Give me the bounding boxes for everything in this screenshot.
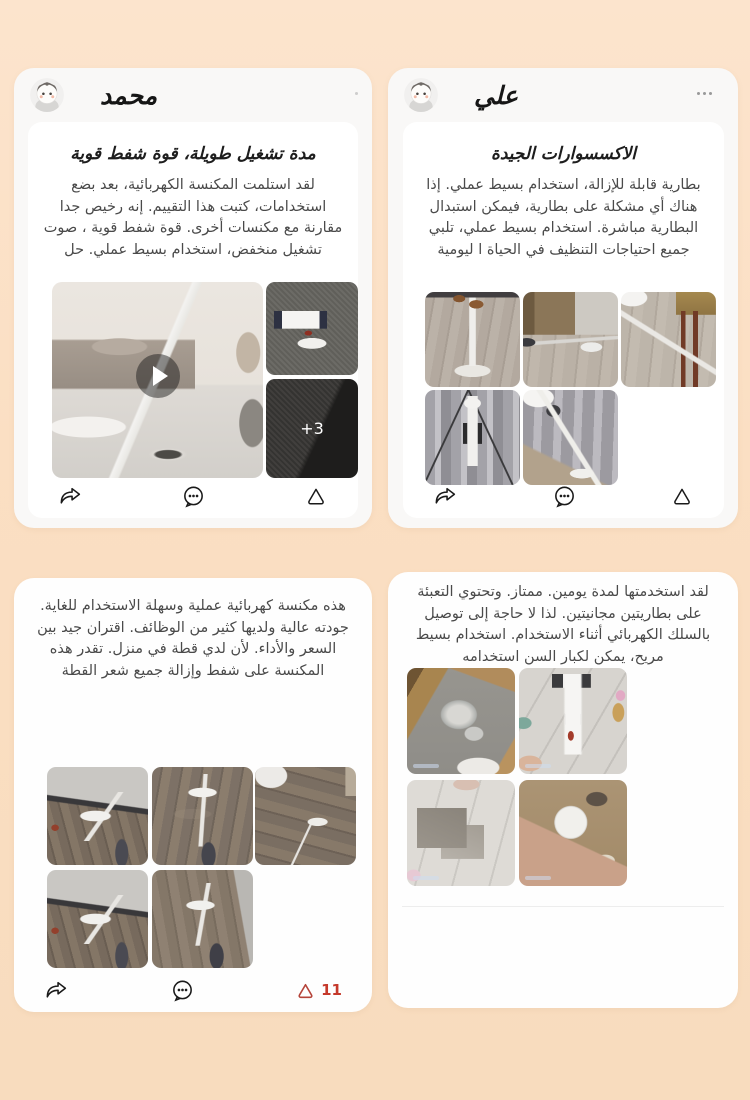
play-icon[interactable]: [136, 354, 180, 398]
comment-button[interactable]: [170, 978, 195, 1003]
review-photo-more[interactable]: [266, 379, 358, 478]
like-triangle-icon: [304, 484, 328, 508]
review-body: هذه مكنسة كهربائية عملية وسهلة الاستخدام للغاية. جودته عالية ولديها كثير من الوظائف. اقتران جيد بين السعر والأداء. لأن لدي قطة في منزل. تقدر هذه المكنسة على شفط وإزالة جميع شعر القطة: [37, 598, 349, 679]
comment-button[interactable]: [552, 484, 577, 509]
like-button[interactable]: [304, 484, 328, 508]
review-title: مدة تشغيل طويلة، قوة شفط قوية: [70, 144, 316, 164]
review-photo[interactable]: [523, 390, 618, 485]
user-avatar[interactable]: [30, 78, 64, 112]
share-icon: [433, 484, 458, 509]
review-photo[interactable]: [407, 668, 515, 774]
share-button[interactable]: [433, 484, 458, 509]
like-button[interactable]: [670, 484, 694, 508]
review-photo[interactable]: [152, 870, 253, 968]
review-title: الاكسسوارات الجيدة: [490, 144, 637, 164]
share-button[interactable]: [44, 978, 69, 1003]
like-triangle-icon: [295, 980, 316, 1001]
review-header: [388, 68, 738, 122]
review-photo[interactable]: [407, 780, 515, 886]
username: علي: [474, 80, 519, 110]
review-photo[interactable]: [425, 390, 520, 485]
review-photo[interactable]: [152, 767, 253, 865]
review-photo[interactable]: [519, 668, 627, 774]
like-triangle-icon: [670, 484, 694, 508]
like-button-active[interactable]: [295, 980, 342, 1001]
comment-icon: [170, 978, 195, 1003]
review-content-panel: [403, 122, 724, 518]
review-card-partial-right[interactable]: [388, 572, 738, 1008]
review-body: لقد استخدمتها لمدة يومين. ممتاز. وتحتوي التعبئة على بطاريتين مجانيتين. لذا لا حاجة إلى توصيل بالسلك الكهربائي أثناء الاستخدام. استخدام بسيط مريح، يمكن لكبار السن استخدامه: [415, 584, 711, 665]
section-divider: [402, 906, 724, 907]
share-icon: [58, 484, 83, 509]
action-bar: [403, 480, 724, 512]
like-count: 11: [321, 981, 342, 999]
share-button[interactable]: [58, 484, 83, 509]
avatar-character-icon: [30, 78, 64, 112]
comment-icon: [552, 484, 577, 509]
review-photo[interactable]: [47, 870, 148, 968]
review-photo[interactable]: [255, 767, 356, 865]
action-bar: [14, 974, 372, 1006]
action-bar: [28, 480, 358, 512]
review-card-mohammed[interactable]: [14, 68, 372, 528]
review-video-thumbnail[interactable]: [52, 282, 263, 478]
review-card-ali[interactable]: [388, 68, 738, 528]
review-photo[interactable]: [519, 780, 627, 886]
review-photo[interactable]: [425, 292, 520, 387]
review-card-partial-left[interactable]: [14, 578, 372, 1012]
review-header: [14, 68, 372, 122]
comment-icon: [181, 484, 206, 509]
review-photo[interactable]: [47, 767, 148, 865]
review-photo[interactable]: [621, 292, 716, 387]
review-body: لقد استلمت المكنسة الكهربائية، بعد بضع استخدامات، كتبت هذا التقييم. إنه رخيص جدا مقارنة مع مكنسات أخرى. قوة شفط قوية ، صوت تشغيل منخفض، استخدام بسيط عملي. حل: [43, 177, 343, 258]
more-photos-count: +3: [300, 419, 324, 438]
review-body: بطارية قابلة للإزالة، استخدام بسيط عملي. إذا هناك أي مشكلة على بطارية، فيمكن استبدال البطارية مباشرة. استخدام بسيط عملي، تلبي جميع احتياجات التنظيف في الحياة ا ليومية: [426, 177, 701, 258]
more-options-icon[interactable]: [697, 92, 700, 95]
review-photo[interactable]: [523, 292, 618, 387]
review-photo[interactable]: [266, 282, 358, 375]
user-avatar[interactable]: [404, 78, 438, 112]
review-content-panel: [28, 122, 358, 518]
comment-button[interactable]: [181, 484, 206, 509]
more-options-icon[interactable]: [355, 92, 358, 95]
username: محمد: [100, 80, 158, 110]
share-icon: [44, 978, 69, 1003]
avatar-character-icon: [404, 78, 438, 112]
